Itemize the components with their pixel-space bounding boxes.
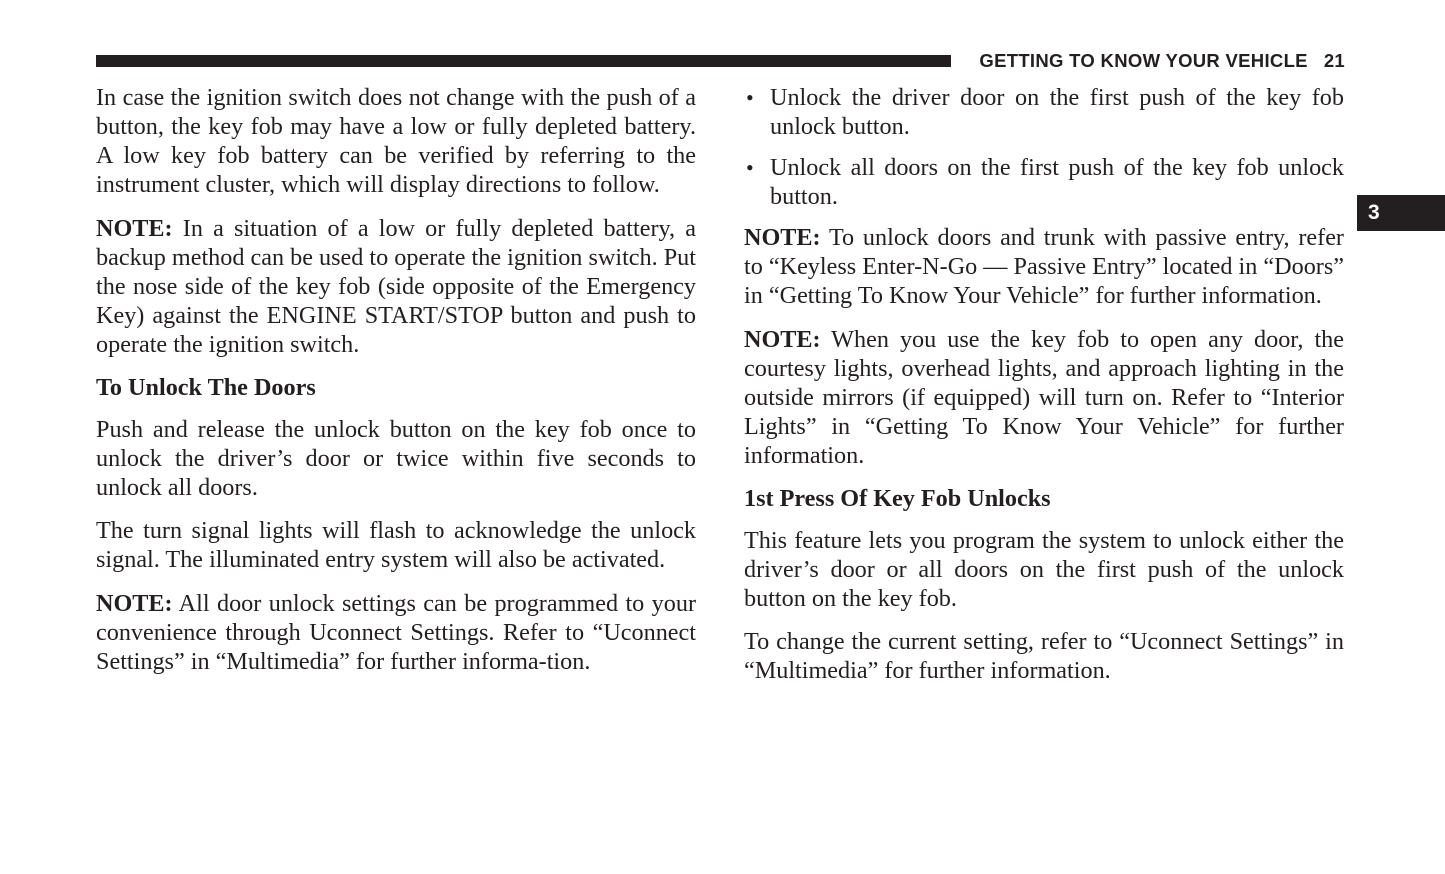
section-title: GETTING TO KNOW YOUR VEHICLE [979,50,1308,71]
heading-first-press: 1st Press Of Key Fob Unlocks [744,485,1051,512]
left-column [96,83,696,690]
header-rule [96,55,951,67]
chapter-number: 3 [1368,201,1380,224]
unlock-options-list [744,83,1344,211]
chapter-tab [1357,195,1445,231]
note-label: NOTE: [96,214,173,242]
list-item [744,153,1344,211]
note-label: NOTE: [744,224,821,251]
note-label: NOTE: [744,325,821,353]
bullet-icon: • [746,85,754,110]
note-passive-entry [744,223,1344,310]
note-courtesy-lights [744,325,1344,470]
paragraph-unlock-push: Push and release the unlock button on the key fob once to unlock the driver’s door or twice within five seconds to unlock all doors. [96,415,696,501]
note-text: When you use the key fob to open any door, the courtesy lights, overhead lights, and approach lighting in the outside mirrors (if equipped) will turn on. Refer to “Interior Lights” in “Getting To Know Your Vehicle” for further information. [744,325,1344,469]
list-item-text: Unlock the driver door on the first push of the key fob unlock button. [770,84,1344,140]
running-header [979,50,1345,72]
note-text: All door unlock settings can be programmed to your convenience through Uconnect Settings. Refer to “Uconnect Settings” in “Multimedia” for further informa-tion. [96,589,696,675]
paragraph-change-setting: To change the current setting, refer to “Uconnect Settings” in “Multimedia” for further information. [744,628,1344,684]
paragraph-program-feature: This feature lets you program the system to unlock either the driver’s door or all doors on the first push of the unlock button on the key fob. [744,526,1344,612]
heading-unlock-doors: To Unlock The Doors [96,374,316,401]
note-backup-method [96,214,696,359]
list-item [744,83,1344,141]
note-unlock-settings [96,589,696,676]
list-item-text: Unlock all doors on the first push of the key fob unlock button. [770,154,1344,210]
paragraph-ignition-battery: In case the ignition switch does not change with the push of a button, the key fob may have a low or fully depleted battery. A low key fob battery can be verified by referring to the instrument cluster, which will display directions to follow. [96,84,696,198]
note-text: To unlock doors and trunk with passive entry, refer to “Keyless Enter-N-Go — Passive Entry” located in “Doors” in “Getting To Know Your Vehicle” for further information. [744,224,1344,309]
page-number: 21 [1323,50,1345,71]
right-column [744,83,1344,700]
note-text: In a situation of a low or fully depleted battery, a backup method can be used to operate the ignition switch. Put the nose side of the key fob (side opposite of the Emergency Key) against the ENGINE START/STOP button and push to operate the ignition switch. [96,214,696,358]
note-label: NOTE: [96,589,173,617]
paragraph-turn-signal: The turn signal lights will flash to acknowledge the unlock signal. The illuminated entry system will also be activated. [96,517,696,573]
bullet-icon: • [746,155,754,180]
